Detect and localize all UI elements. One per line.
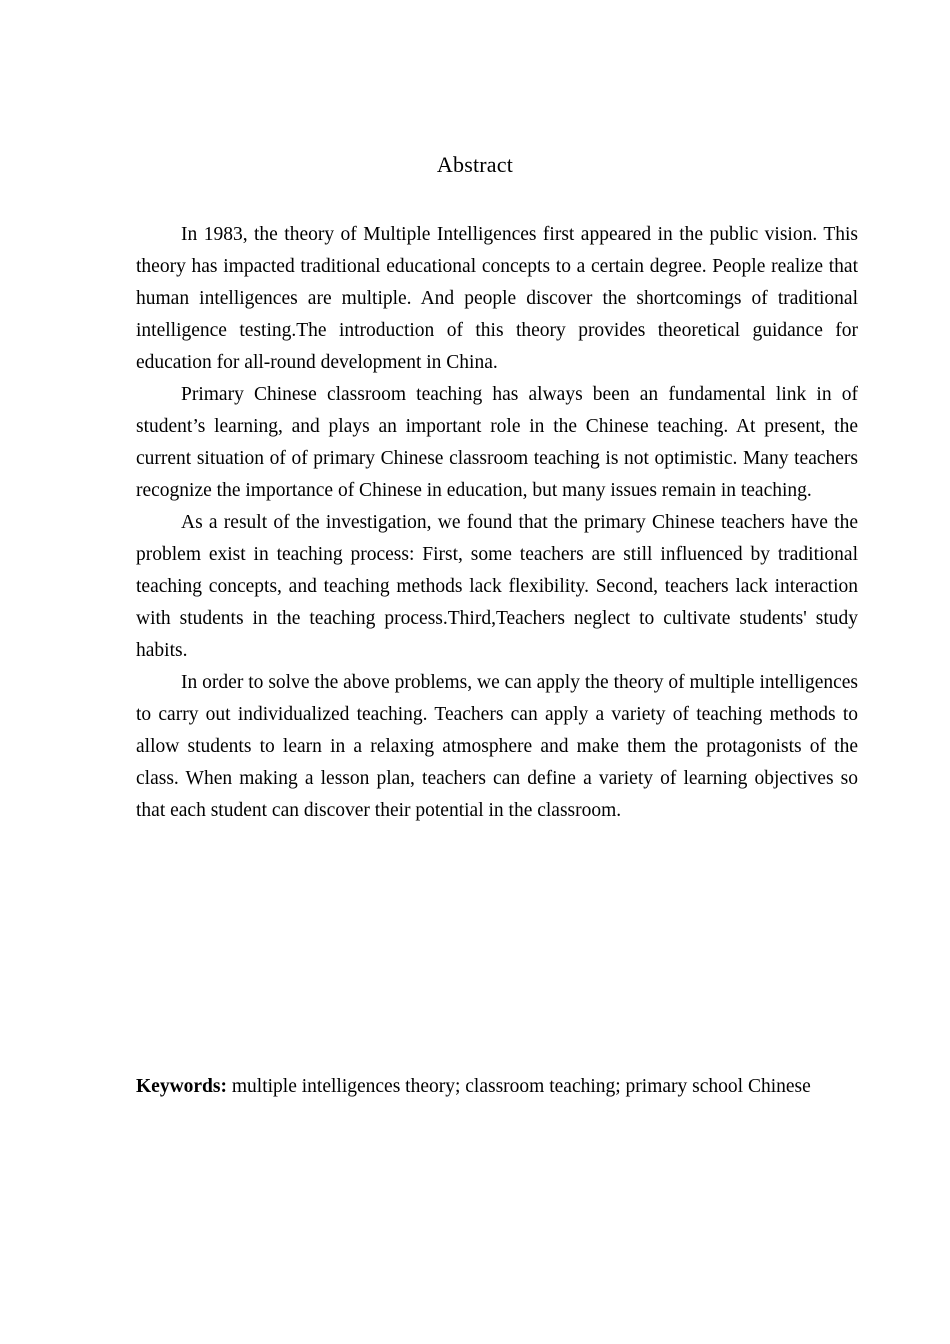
keywords-section [136,1062,858,1112]
page-title: Abstract [436,152,514,177]
keywords-line [136,1062,858,1112]
abstract-paragraph: In 1983, the theory of Multiple Intelligences first appeared in the public vision. This theory has impacted traditional educational concepts to a certain degree. People realize that human intelligences are multiple. And people discover the shortcomings of traditional intelligence testing.The introduction of this theory provides theoretical guidance for education for all-round development in China. [136,224,858,373]
keywords-value: multiple intelligences theory; classroom teaching; primary school Chinese [227,1076,811,1097]
abstract-paragraph: In order to solve the above problems, we can apply the theory of multiple intelligences to carry out individualized teaching. Teachers can apply a variety of teaching methods to allow students to learn in a relaxing atmosphere and make them the protagonists of the class. When making a lesson plan, teachers can define a variety of learning objectives so that each student can discover their potential in the classroom. [136,672,858,821]
abstract-body [136,219,858,827]
abstract-paragraph: Primary Chinese classroom teaching has always been an fundamental link in of student’s learning, and plays an important role in the Chinese teaching. At present, the current situation of of primary Chinese classroom teaching is not optimistic. Many teachers recognize the importance of Chinese in education, but many issues remain in teaching. [136,384,858,501]
abstract-paragraph: As a result of the investigation, we found that the primary Chinese teachers have the problem exist in teaching process: First, some teachers are still influenced by traditional teaching concepts, and teaching methods lack flexibility. Second, teachers lack interaction with students in the teaching process.Third,Teachers neglect to cultivate students' study habits. [136,512,858,661]
keywords-label: Keywords: [136,1076,227,1097]
